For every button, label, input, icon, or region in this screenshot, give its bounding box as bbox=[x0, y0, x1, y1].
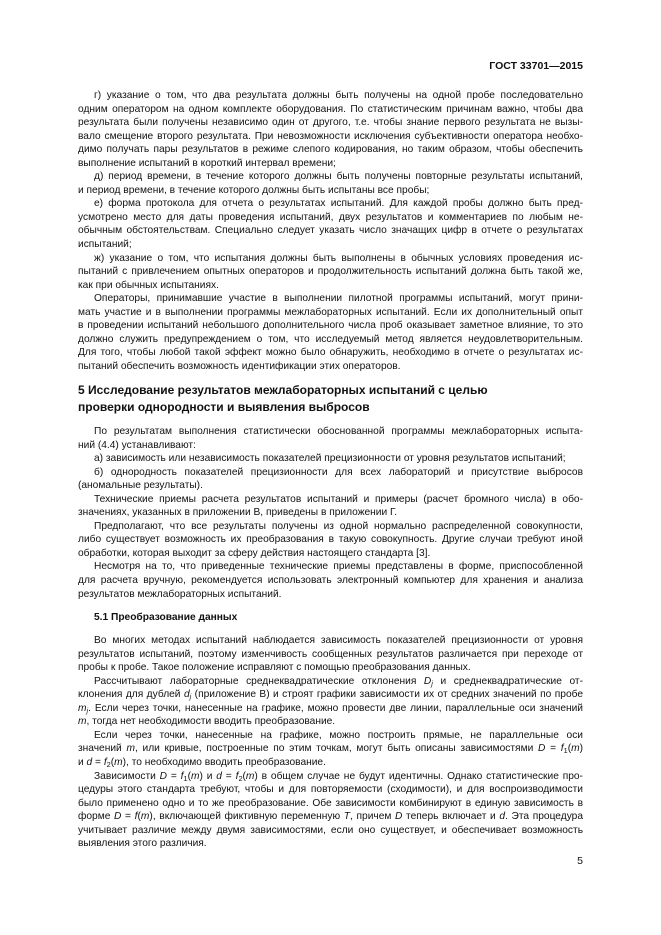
text-line-content: (аномальные результаты). bbox=[78, 480, 203, 492]
text-run: . Эта процедура bbox=[505, 811, 584, 823]
text-line-content: Для того, чтобы любой такой эффект можно было обнаружить, необходимо в отчете о результатах ис- bbox=[78, 347, 583, 359]
text-run: и bbox=[78, 757, 87, 768]
text-run: = bbox=[121, 811, 135, 823]
math-variable: m bbox=[114, 757, 123, 768]
text-run: клонения для дублей bbox=[78, 689, 184, 701]
section-5-1-paragraph bbox=[78, 634, 583, 675]
text-line bbox=[78, 170, 583, 184]
section-5-paragraph bbox=[78, 493, 583, 520]
text-line-content bbox=[94, 676, 583, 687]
section-5-paragraph bbox=[78, 425, 583, 452]
text-line bbox=[78, 824, 583, 838]
text-run: = bbox=[167, 770, 181, 782]
text-run: ), включающей фиктивную переменную bbox=[149, 811, 344, 823]
text-line bbox=[78, 333, 583, 347]
text-line-content: е) форма протокола для отчета о результатах испытаний. Для каждой пробы должно быть пред- bbox=[94, 198, 583, 210]
math-variable: m bbox=[571, 743, 580, 755]
text-line-content: мать участие и в выполнении программы межлабораторных испытаний. Если их дополнительный опыт bbox=[78, 306, 583, 318]
subscript: j bbox=[189, 692, 192, 702]
text-run: = bbox=[92, 757, 104, 768]
text-line bbox=[78, 574, 583, 588]
math-variable: m bbox=[78, 716, 87, 728]
text-run: ( bbox=[110, 757, 115, 768]
text-line-content: учитывает различие между двумя зависимостями, если оно существует, и обеспечивает возможность bbox=[78, 824, 583, 836]
section-5-1-paragraph bbox=[78, 675, 583, 729]
text-line bbox=[78, 688, 583, 702]
text-line-content: в проведении испытаний небольшого дополнительного числа проб оказывает заметное влияние, то это bbox=[78, 320, 583, 332]
section-5-paragraph bbox=[78, 452, 583, 466]
text-line-content: б) однородность показателей прецизионности для всех лабораторий и присутствие выбросов bbox=[94, 466, 583, 478]
text-line bbox=[78, 634, 583, 648]
text-line bbox=[78, 783, 583, 797]
text-run: ) и bbox=[199, 770, 217, 782]
subscript: 2 bbox=[106, 760, 111, 770]
text-run: ) bbox=[579, 743, 583, 755]
text-run: Зависимости bbox=[94, 770, 160, 782]
math-variable: m bbox=[78, 702, 87, 714]
subsection-5-1-text bbox=[78, 634, 583, 851]
text-line bbox=[78, 306, 583, 320]
text-run: , тогда нет необходимости вводить преобразование. bbox=[86, 716, 336, 728]
text-line-content: ний (4.4) устанавливают: bbox=[78, 439, 196, 451]
text-run: ( bbox=[567, 743, 572, 755]
text-line-content: выполнение испытаний в короткий интервал времени; bbox=[78, 157, 336, 169]
text-run: , причем bbox=[350, 811, 396, 823]
text-line bbox=[78, 279, 583, 293]
text-line bbox=[78, 837, 583, 851]
text-line bbox=[78, 479, 583, 493]
text-line bbox=[78, 184, 583, 198]
text-line bbox=[78, 425, 583, 439]
section-5-title-line: проверки однородности и выявления выбросов bbox=[78, 400, 370, 415]
text-run: , или кривые, построенные по этим точкам, могут быть описаны зависимостями bbox=[134, 743, 538, 755]
math-variable: d bbox=[216, 770, 222, 782]
page-body bbox=[78, 89, 583, 851]
text-line bbox=[78, 533, 583, 547]
text-line-content: было применено одно и то же преобразование. Обе зависимости комбинируют в единую зависимость в bbox=[78, 797, 583, 809]
text-line-content: обычным обстоятельствам. Специально следует указать число значащих цифр в отчете о результатах bbox=[78, 225, 583, 237]
text-line bbox=[78, 466, 583, 480]
text-line-content bbox=[78, 757, 326, 768]
text-line-content bbox=[78, 689, 583, 700]
text-line-content: По результатам выполнения статистически обоснованной программы межлабораторных испыта- bbox=[94, 425, 583, 437]
math-variable: f bbox=[134, 811, 138, 823]
subscript: j bbox=[431, 678, 433, 688]
text-line-content bbox=[78, 703, 583, 714]
text-run: теперь включает и bbox=[402, 811, 500, 823]
math-variable: D bbox=[423, 675, 432, 687]
text-line bbox=[78, 770, 583, 784]
math-variable: D bbox=[159, 770, 168, 782]
text-line-content: пытаний с привлечением опытных операторов и продолжительность испытаний должна быть такой же, bbox=[78, 266, 583, 278]
text-line bbox=[78, 360, 583, 374]
math-variable: f bbox=[103, 757, 107, 768]
text-line bbox=[78, 742, 583, 756]
page-number: 5 bbox=[577, 855, 583, 867]
text-line bbox=[78, 715, 583, 729]
list-continuation bbox=[78, 89, 583, 373]
text-line-content: а) зависимость или независимость показателей прецизионности от уровня результатов испытаний; bbox=[94, 453, 566, 465]
subscript: 1 bbox=[563, 746, 568, 756]
text-line-content: результатов межлабораторных испытаний. bbox=[78, 588, 282, 600]
math-variable: f bbox=[235, 770, 239, 782]
text-line-content: димо получать пары результатов в режиме слепого кодирования, но таким образом, чтобы обеспечить bbox=[78, 144, 583, 156]
text-run: форме bbox=[78, 811, 115, 823]
text-line-content: выявления этого различия. bbox=[78, 838, 207, 850]
math-variable: m bbox=[191, 770, 200, 782]
text-line bbox=[78, 520, 583, 534]
text-line bbox=[78, 143, 583, 157]
text-line bbox=[78, 493, 583, 507]
text-line bbox=[78, 265, 583, 279]
text-line bbox=[78, 810, 583, 824]
text-line-content: Если через точки, нанесенные на графике, можно построить прямые, не параллельные оси bbox=[94, 729, 583, 741]
list-item-paragraph bbox=[78, 197, 583, 251]
text-line bbox=[78, 439, 583, 453]
section-5-paragraph bbox=[78, 466, 583, 493]
text-line bbox=[78, 211, 583, 225]
text-line-content bbox=[78, 716, 335, 727]
list-item-paragraph bbox=[78, 292, 583, 373]
text-line-content: г) указание о том, что два результата должны быть получены на одной пробе последовательно bbox=[94, 90, 583, 101]
text-run: ( bbox=[242, 770, 246, 782]
text-run: . Если через точки, нанесенные на графике, можно провести две линии, параллельные оси значений bbox=[88, 702, 583, 714]
text-line bbox=[78, 252, 583, 266]
text-line bbox=[78, 729, 583, 743]
list-item-paragraph bbox=[78, 170, 583, 197]
text-run: Рассчитывают лабораторные среднеквадратические отклонения bbox=[94, 675, 424, 687]
text-run: и среднеквадратические от- bbox=[432, 675, 583, 687]
text-line bbox=[78, 797, 583, 811]
math-variable: T bbox=[343, 811, 351, 823]
text-line bbox=[78, 661, 583, 675]
text-line bbox=[78, 292, 583, 306]
math-variable: f bbox=[180, 770, 184, 782]
math-variable: m bbox=[126, 743, 135, 755]
text-line bbox=[78, 130, 583, 144]
math-variable: D bbox=[114, 811, 122, 823]
text-line-content: д) период времени, в течение которого должны быть получены повторные результаты испытаний, bbox=[94, 171, 583, 183]
text-line bbox=[78, 675, 583, 689]
document-number-header: ГОСТ 33701—2015 bbox=[489, 60, 583, 72]
text-line-content: ж) указание о том, что испытания должны быть выполнены в обычных условиях проведения ис- bbox=[94, 252, 583, 264]
text-line bbox=[78, 224, 583, 238]
math-variable: f bbox=[560, 743, 564, 755]
text-line bbox=[78, 506, 583, 520]
text-line-content: цедуры этого стандарта требуют, чтобы и для повторяемости (сходимости), и для воспроизводимости bbox=[78, 784, 583, 796]
text-line-content: одним оператором на одном комплекте оборудования. По статистическим причинам важно, чтобы два bbox=[78, 103, 583, 115]
text-line-content: пытаний обеспечить возможность идентификации этих операторов. bbox=[78, 360, 401, 372]
text-line bbox=[78, 116, 583, 130]
section-5-1-paragraph bbox=[78, 770, 583, 851]
subscript: 1 bbox=[183, 773, 188, 783]
section-5-text bbox=[78, 425, 583, 601]
text-line-content bbox=[78, 811, 583, 822]
text-line bbox=[78, 547, 583, 561]
math-variable: d bbox=[499, 811, 506, 823]
section-5-1-paragraph bbox=[78, 729, 583, 770]
text-line-content: Операторы, принимавшие участие в выполнении пилотной программы испытаний, могут прини- bbox=[94, 293, 583, 305]
section-5-title-line: 5 Исследование результатов межлабораторных испытаний с целью bbox=[78, 383, 488, 398]
text-line-content: либо существует возможность их преобразования в такую совокупность. Другие случаи требуют иной bbox=[78, 534, 583, 546]
text-line-content: вало смещение второго результата. При невозможности исключения субъективности оператора необхо- bbox=[78, 130, 583, 142]
text-line-content: и период времени, в течение которого должны быть испытаны все пробы; bbox=[78, 184, 430, 196]
text-line-content: Во многих методах испытаний наблюдается зависимость показателей прецизионности от уровня bbox=[94, 635, 583, 647]
text-run: (приложение В) и строят графики зависимости их от средних значений по пробе bbox=[191, 689, 584, 701]
text-run: значений bbox=[78, 743, 127, 755]
text-line-content: усмотрено место для даты проведения испытаний, двух результатов и комментариев по любым не- bbox=[78, 211, 583, 223]
section-5-title bbox=[78, 382, 583, 416]
text-run: ), то необходимо вводить преобразование. bbox=[122, 757, 326, 768]
subsection-5-1-title: 5.1 Преобразование данных bbox=[94, 612, 238, 624]
math-variable: d bbox=[183, 689, 190, 701]
text-run: = bbox=[545, 743, 561, 755]
text-line-content: пробы к пробе. Такое положение исправляют с помощью преобразования данных. bbox=[78, 662, 471, 674]
section-5-paragraph bbox=[78, 560, 583, 601]
math-variable: D bbox=[538, 743, 546, 755]
text-line-content bbox=[94, 771, 583, 782]
math-variable: m bbox=[140, 811, 150, 823]
text-line-content bbox=[78, 743, 583, 754]
text-line bbox=[78, 648, 583, 662]
text-line bbox=[78, 702, 583, 716]
text-line-content: обработки, которая выходит за сферу действия настоящего стандарта [3]. bbox=[78, 547, 431, 559]
text-line-content: испытаний; bbox=[78, 239, 132, 251]
text-line-content: должно служить предупреждением о том, что исследуемый метод является неудовлетворительным. bbox=[78, 333, 583, 345]
text-run: = bbox=[221, 770, 236, 782]
text-line-content: Технические приемы расчета результатов испытаний и примеры (расчет бромного числа) в обо- bbox=[94, 493, 583, 505]
text-line-content: Предполагают, что все результаты получены из одной нормально распределенной совокупности, bbox=[94, 520, 583, 532]
text-line bbox=[78, 346, 583, 360]
text-line bbox=[78, 452, 583, 466]
text-run: ) в общем случае не будут идентичны. Однако статистические про- bbox=[254, 770, 583, 782]
math-variable: m bbox=[245, 770, 255, 782]
text-line-content: результатов испытаний, поэтому изменчивость сообщенных результатов различается при переходе от bbox=[78, 648, 583, 660]
section-5-paragraph bbox=[78, 520, 583, 561]
text-line bbox=[78, 560, 583, 574]
subscript: j bbox=[86, 705, 89, 715]
text-line-content: результата были получены независимо один от другого, т.е. чтобы знание первого результата не вызы- bbox=[78, 117, 583, 129]
list-item-paragraph bbox=[78, 252, 583, 293]
math-variable: D bbox=[395, 811, 403, 823]
text-line bbox=[78, 157, 583, 171]
text-line-content: для расчета вручную, рекомендуется использовать электронный компьютер для хранения и анализа bbox=[78, 575, 583, 586]
subscript: 2 bbox=[238, 773, 243, 783]
text-line bbox=[78, 197, 583, 211]
text-line bbox=[78, 89, 583, 103]
math-variable: d bbox=[86, 757, 93, 768]
text-line-content: значениях, указанных в приложении В, приведены в приложении Г. bbox=[78, 507, 398, 519]
text-run: ( bbox=[137, 811, 141, 823]
list-item-paragraph bbox=[78, 89, 583, 170]
text-line bbox=[78, 756, 583, 770]
text-line bbox=[78, 588, 583, 602]
text-line bbox=[78, 238, 583, 252]
text-line-content: Несмотря на то, что приведенные технические приемы представлены в форме, приспособленной bbox=[94, 561, 583, 573]
text-line bbox=[78, 103, 583, 117]
text-line bbox=[78, 319, 583, 333]
text-line-content: как при обычных испытаниях. bbox=[78, 279, 219, 291]
text-run: ( bbox=[187, 770, 191, 782]
